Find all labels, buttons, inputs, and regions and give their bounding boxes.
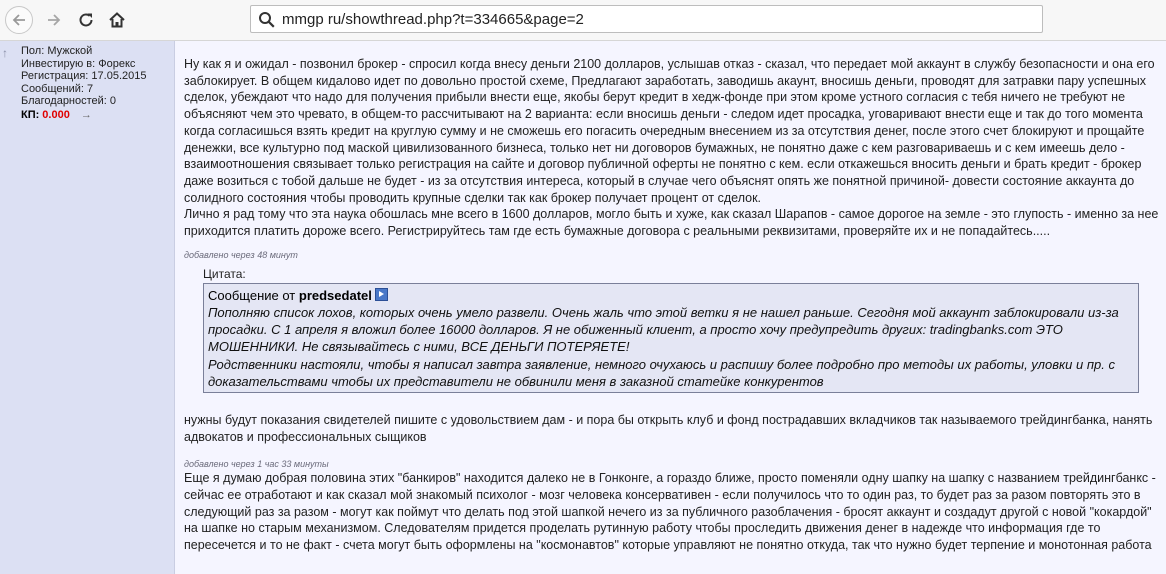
arrow-up-icon[interactable]: ↑ (2, 46, 8, 60)
goto-post-icon[interactable] (375, 288, 388, 301)
forum-page (0, 41, 1166, 574)
arrow-right-icon[interactable]: → (80, 108, 92, 121)
arrow-left-icon (5, 6, 33, 34)
kp-label: КП: (21, 108, 40, 121)
quote-author[interactable]: predsedatel (298, 287, 372, 303)
user-invests: Инвестирую в: Форекс (21, 57, 136, 70)
quote-line-2: Родственники настояли, чтобы я написал завтра заявление, немного очухаюсь и распишу более подробно про методы их работы, уловки и пр. с доказательствами чтобы их представители не обвинили меня в заказной статейке конкурентов (208, 356, 1115, 389)
quote-line-1: Пополняю список лохов, которых очень умело развели. Очень жаль что этой ветки я не нашел раньше. Сегодня мой аккаунт заблокировали из-за просадки. С 1 апреля я вложил более 16000 долларов. Я не обиженный клиент, а просто хочу предупредить других: tradingbanks.com ЭТО МОШЕННИКИ. Не связывайтесь с ними, ВСЕ ДЕНЬГИ ПОТЕРЯЕТЕ! (208, 304, 1119, 355)
post-paragraph-1: Ну как я и ожидал - позвонил брокер - спросил когда внесу деньги 2100 долларов, услышав отказ - сказал, что передает мой аккаунт в службу безопасности и она его заблокирует. В общем кидалово идет по довольно простой схеме, Предлагают заработать, заводишь акаунт, вносишь деньги, проводят для затравки пару успешных сделок, убеждают что надо для получения прибыли внести еще, якобы берут кредит в хедж-фонде при этом кроме устного согласия с тебя ничего не требуют не объясняют чем это чревато, в общем-то рассчитывают на 2 варианта: если вносишь деньги - следом идет просадка, уговаривают внести еще и так до того момента когда согласишься взять кредит на круглую сумму и не сможешь его погасить очередным внесением из за отсутствия денег, после этого счет блокируют и прощайте денежки, все культурно под маской цивилизованного бизнеса, только нет ни договоров бумажных, не понятно даже с кем разговариваешь и с кем имеешь дело - взаимоотношения связывает только регистрация на сайте и договор публичной оферты не понятно с кем. если откажешься вносить деньги и брать кредит - брокер даже возиться с тобой дальше не будет - из за отсутствия интереса, который в случае чего объяснят опять же понятной причиной- довести состояние аккаунта до солидного состояния чтобы проводить крупные сделки так как брокер получает процент от сделок. (184, 57, 1155, 205)
quote-prefix: Сообщение от (208, 287, 296, 303)
user-gender: Пол: Мужской (21, 45, 93, 57)
user-thanks: Благодарностей: 0 (21, 95, 117, 108)
post-paragraph-4: Еще я думаю добрая половина этих "банкиров" находится далеко не в Гонконге, а гораздо ближе, просто поменяли одну шапку на шапку с названием трейдингбанкс - сейчас ее отработают и как сказал мой знакомый психолог - мозг человека консервативен - если получилось что то один раз, то будет раз за разом повторять это в следующий раз за разом - могут как поймут что делать под этой шапкой нечего из за публичного разоблачения - бросят аккаунт и создадут другой с новой "кокардой" на шапке но старым механизмом. Следователям придется проделать рутинную работу чтобы проследить движения денег в надежде что информация где то пересечется и то не факт - счета могут быть оформлены на "космонавтов" которые управляют не понятно откуда, так что нужно будет терпение и монотонная работа (184, 471, 1156, 553)
browser-toolbar (0, 0, 1166, 41)
home-button[interactable] (103, 6, 131, 34)
user-registration: Регистрация: 17.05.2015 (21, 70, 147, 83)
url-text: mmgp ru/showthread.php?t=334665&page=2 (282, 11, 584, 28)
arrow-right-icon (46, 12, 62, 28)
address-bar[interactable] (250, 5, 1043, 33)
post-paragraph-3: нужны будут показания свидетелей пишите с удовольствием дам - и пора бы открыть клуб и фонд пострадавших вкладчиков так называемого трейдингбанка, нанять адвокатов и профессиональных сыщиков (184, 412, 1153, 444)
search-icon (258, 11, 275, 33)
quote-header (208, 287, 1134, 304)
added-note-2: добавлено через 1 час 33 минуты (184, 459, 329, 470)
back-button[interactable] (5, 6, 33, 34)
user-info (21, 45, 146, 122)
user-messages: Сообщений: 7 (21, 82, 94, 95)
kp-value: 0.000 (42, 108, 70, 121)
added-note-1: добавлено через 48 минут (184, 249, 298, 260)
post-paragraph-2: Лично я рад тому что эта наука обошлась мне всего в 1600 долларов, могло быть и хуже, как сказал Шарапов - самое дорогое на земле - это глупость - именно за нее приходится платить дороже всего. Регистрируйтесь там где есть бумажные договора с реальными реквизитами, проверяйте их и не попадайтесь..... (184, 207, 1159, 239)
reload-icon (77, 11, 95, 29)
reload-button[interactable] (72, 6, 100, 34)
quote-block (203, 267, 1139, 393)
kp-row (21, 109, 146, 122)
forward-button[interactable] (40, 6, 68, 34)
quote-box (203, 283, 1139, 393)
home-icon (108, 11, 126, 29)
quote-title: Цитата: (203, 266, 246, 281)
user-info-panel (0, 41, 175, 574)
post-body (184, 56, 1159, 554)
